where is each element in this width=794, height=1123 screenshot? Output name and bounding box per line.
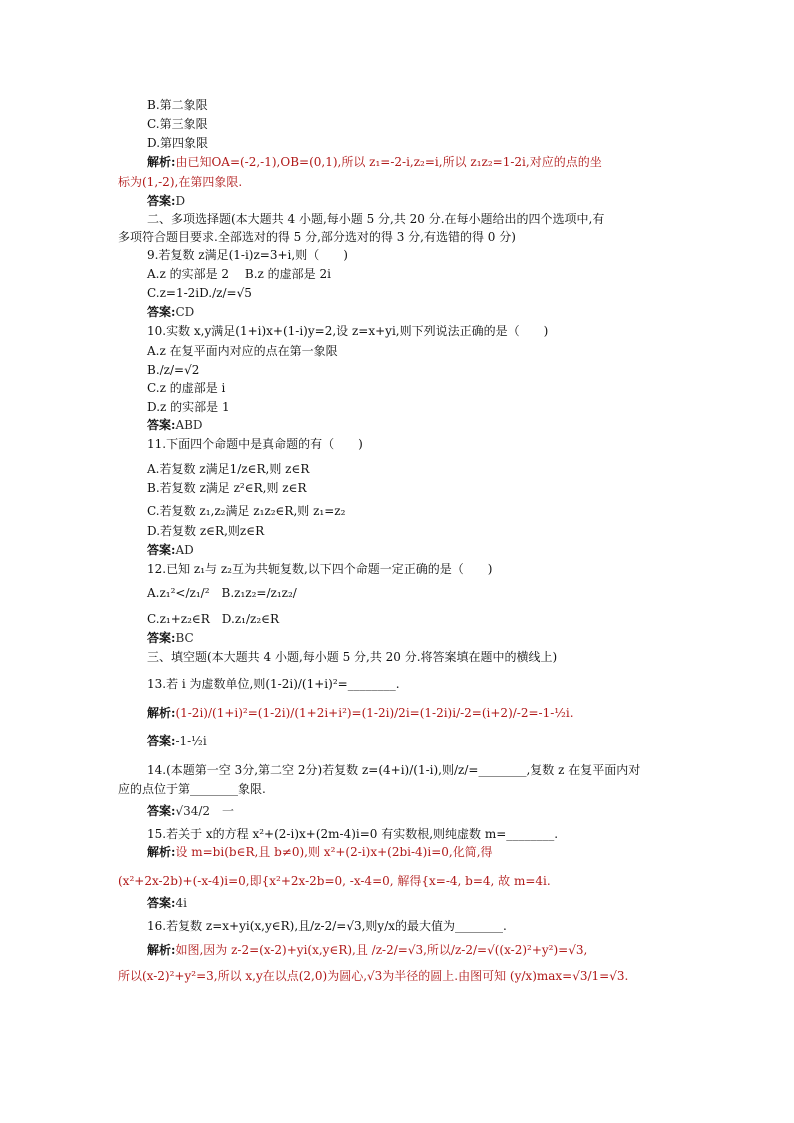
solution-text: (x²+2x-2b)+(-x-4)i=0,即{x²+2x-2b=0, -x-4=0, 解得{x=-4, b=4, 故 m=4i. xyxy=(118,874,551,888)
question-14: 14.(本题第一空 3分,第二空 2分)若复数 z=(4+i)/(1-i),则/z/=________,复数 z 在复平面内对 xyxy=(147,763,641,777)
question-11: 11.下面四个命题中是真命题的有（ ) xyxy=(147,437,363,451)
section-heading: 二、多项选择题(本大题共 4 小题,每小题 5 分,共 20 分.在每小题给出的四个选项中,有 xyxy=(147,212,605,226)
answer-line xyxy=(147,733,207,749)
answer-line xyxy=(147,803,234,819)
answer-label: 答案: xyxy=(147,418,176,432)
solution-line xyxy=(147,942,587,958)
solution-line xyxy=(147,844,493,860)
section-heading: 多项符合题目要求.全部选对的得 5 分,部分选对的得 3 分,有选错的得 0 分) xyxy=(118,230,516,244)
answer-label: 答案: xyxy=(147,194,176,208)
solution-text: 标为(1,-2),在第四象限. xyxy=(118,175,243,189)
solution-line xyxy=(147,705,574,721)
question-option: C.若复数 z₁,z₂满足 z₁z₂∈R,则 z₁=z₂ xyxy=(147,504,346,518)
answer-text: AD xyxy=(175,543,194,557)
question-option: D.若复数 z∈R,则z∈R xyxy=(147,524,265,538)
question-option: A.若复数 z满足1/z∈R,则 z∈R xyxy=(147,462,310,476)
answer-text: CD xyxy=(175,305,195,319)
question-option: B.若复数 z满足 z²∈R,则 z∈R xyxy=(147,481,307,495)
option-d: D.第四象限 xyxy=(147,136,209,150)
answer-label: 答案: xyxy=(147,631,176,645)
solution-line xyxy=(147,154,602,170)
question-option: C.z=1-2iD./z/=√5 xyxy=(147,286,252,300)
solution-label: 解析: xyxy=(147,943,176,957)
question-9: 9.若复数 z满足(1-i)z=3+i,则（ ) xyxy=(147,248,348,262)
solution-label: 解析: xyxy=(147,845,176,859)
answer-line xyxy=(147,630,194,646)
answer-label: 答案: xyxy=(147,305,176,319)
question-option: D.z 的实部是 1 xyxy=(147,400,230,414)
answer-text: D xyxy=(175,194,186,208)
section-heading: 三、填空题(本大题共 4 小题,每小题 5 分,共 20 分.将答案填在题中的横线上) xyxy=(147,650,558,664)
answer-text: √34/2 一 xyxy=(175,804,235,818)
question-15: 15.若关于 x的方程 x²+(2-i)x+(2m-4)i=0 有实数根,则纯虚数 m=________. xyxy=(147,827,559,841)
answer-line xyxy=(147,417,203,433)
answer-label: 答案: xyxy=(147,734,176,748)
answer-label: 答案: xyxy=(147,896,176,910)
question-14-cont: 应的点位于第________象限. xyxy=(118,782,266,796)
solution-text: 设 m=bi(b∈R,且 b≠0),则 x²+(2-i)x+(2bi-4)i=0,化简,得 xyxy=(175,845,493,859)
answer-label: 答案: xyxy=(147,543,176,557)
question-option: B./z/=√2 xyxy=(147,363,200,377)
question-option: A.z 的实部是 2 B.z 的虚部是 2i xyxy=(147,267,331,281)
solution-text: 如图,因为 z-2=(x-2)+yi(x,y∈R),且 /z-2/=√3,所以/z-2/=√((x-2)²+y²)=√3, xyxy=(175,943,588,957)
solution-text: 所以(x-2)²+y²=3,所以 x,y在以点(2,0)为圆心,√3为半径的圆上.由图可知 (y/x)max=√3/1=√3. xyxy=(118,969,629,983)
question-option: C.z₁+z₂∈R D.z₁/z₂∈R xyxy=(147,612,280,626)
question-13: 13.若 i 为虚数单位,则(1-2i)/(1+i)²=________. xyxy=(147,677,400,691)
answer-line xyxy=(147,542,194,558)
answer-line xyxy=(147,193,185,209)
option-c: C.第三象限 xyxy=(147,117,208,131)
solution-label: 解析: xyxy=(147,706,176,720)
question-10: 10.实数 x,y满足(1+i)x+(1-i)y=2,设 z=x+yi,则下列说法正确的是（ ) xyxy=(147,324,549,338)
solution-label: 解析: xyxy=(147,155,176,169)
question-option: C.z 的虚部是 i xyxy=(147,381,226,395)
answer-text: 4i xyxy=(175,896,187,910)
option-b: B.第二象限 xyxy=(147,98,208,112)
answer-text: ABD xyxy=(175,418,203,432)
answer-text: -1-½i xyxy=(175,734,207,748)
answer-label: 答案: xyxy=(147,804,176,818)
question-12: 12.已知 z₁与 z₂互为共轭复数,以下四个命题一定正确的是（ ) xyxy=(147,562,493,576)
question-16: 16.若复数 z=x+yi(x,y∈R),且/z-2/=√3,则y/x的最大值为________. xyxy=(147,919,507,933)
answer-line xyxy=(147,895,187,911)
question-option: A.z 在复平面内对应的点在第一象限 xyxy=(147,344,338,358)
answer-line xyxy=(147,304,194,320)
question-option: A.z₁²</z₁/² B.z₁z₂=/z₁z₂/ xyxy=(147,586,297,600)
solution-text: (1-2i)/(1+i)²=(1-2i)/(1+2i+i²)=(1-2i)/2i=(1-2i)i/-2=(i+2)/-2=-1-½i. xyxy=(175,706,574,720)
solution-text: 由已知OA=(-2,-1),OB=(0,1),所以 z₁=-2-i,z₂=i,所以 z₁z₂=1-2i,对应的点的坐 xyxy=(175,155,602,169)
answer-text: BC xyxy=(175,631,194,645)
